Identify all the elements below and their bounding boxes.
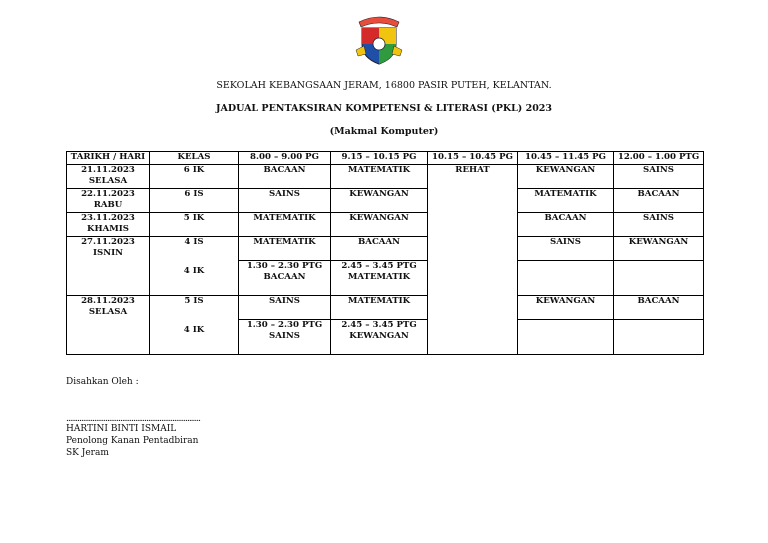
day: SELASA — [88, 176, 128, 186]
subject-cell: KEWANGAN — [518, 164, 614, 188]
day: RABU — [93, 200, 123, 210]
column-header: TARIKH / HARI — [67, 152, 150, 165]
table-row — [67, 212, 704, 236]
approval-label: Disahkan Oleh : — [66, 377, 139, 387]
date-cell — [67, 212, 150, 236]
column-header: 10.45 – 11.45 PG — [518, 152, 614, 165]
subject-cell: KEWANGAN — [614, 236, 704, 260]
subject-cell: KEWANGAN — [331, 212, 428, 236]
signatory-school: SK Jeram — [66, 448, 109, 458]
session-time: 1.30 – 2.30 PTG — [246, 260, 323, 271]
subject-cell: MATEMATIK — [239, 212, 331, 236]
subject-cell: SAINS — [239, 188, 331, 212]
date: 22.11.2023 — [81, 188, 135, 199]
signatory-position: Penolong Kanan Pentadbiran — [66, 436, 199, 446]
column-header: 12.00 – 1.00 PTG — [614, 152, 704, 165]
empty-cell — [518, 260, 614, 295]
date: 21.11.2023 — [81, 164, 135, 175]
class-label: 4 IK — [183, 266, 205, 276]
empty-cell — [614, 260, 704, 295]
schedule-table — [66, 151, 704, 355]
subject-cell: SAINS — [614, 212, 704, 236]
column-header: KELAS — [150, 152, 239, 165]
subject-cell: BACAAN — [518, 212, 614, 236]
extra-session-cell — [239, 260, 331, 295]
class-cell — [150, 295, 239, 354]
table-row — [67, 295, 704, 319]
subject-cell: MATEMATIK — [239, 236, 331, 260]
class-label: 4 IS — [184, 236, 204, 247]
session-time: 2.45 – 3.45 PTG — [341, 260, 417, 271]
extra-session-cell — [331, 319, 428, 354]
extra-session-cell — [239, 319, 331, 354]
subject-cell: MATEMATIK — [518, 188, 614, 212]
signatory-name: HARTINI BINTI ISMAIL — [66, 424, 177, 434]
table-row — [67, 188, 704, 212]
document-subtitle: (Makmal Komputer) — [329, 126, 439, 137]
date: 28.11.2023 — [81, 295, 135, 306]
table-row — [67, 236, 704, 260]
session-subject: KEWANGAN — [349, 331, 409, 341]
school-address: SEKOLAH KEBANGSAAN JERAM, 16800 PASIR PUTEH, KELANTAN. — [216, 80, 552, 91]
subject-cell: KEWANGAN — [518, 295, 614, 319]
day: SELASA — [88, 307, 128, 317]
school-crest-logo — [354, 14, 404, 66]
subject-cell: SAINS — [518, 236, 614, 260]
subject-cell: SAINS — [614, 164, 704, 188]
table-header-row — [67, 152, 704, 165]
session-subject: SAINS — [269, 331, 300, 341]
subject-cell: BACAAN — [614, 295, 704, 319]
subject-cell: BACAAN — [239, 164, 331, 188]
class-label: 5 IS — [184, 295, 204, 306]
subject-cell: SAINS — [239, 295, 331, 319]
empty-cell — [518, 319, 614, 354]
class-cell — [150, 236, 239, 295]
column-header: 9.15 – 10.15 PG — [331, 152, 428, 165]
subject-cell: KEWANGAN — [331, 188, 428, 212]
date-cell — [67, 295, 150, 354]
date: 23.11.2023 — [81, 212, 135, 223]
day: KHAMIS — [87, 224, 129, 234]
document-title: JADUAL PENTAKSIRAN KOMPETENSI & LITERASI (PKL) 2023 — [215, 103, 553, 114]
subject-cell: MATEMATIK — [331, 295, 428, 319]
subject-cell: BACAAN — [331, 236, 428, 260]
signature-line: ........................................................................ — [66, 414, 200, 424]
class-label: 4 IK — [183, 325, 205, 335]
session-time: 2.45 – 3.45 PTG — [341, 319, 417, 330]
day: ISNIN — [93, 248, 123, 258]
class-cell: 5 IK — [150, 212, 239, 236]
table-row — [67, 164, 704, 188]
date: 27.11.2023 — [81, 236, 135, 247]
column-header: 8.00 – 9.00 PG — [239, 152, 331, 165]
session-subject: MATEMATIK — [347, 272, 411, 282]
session-subject: BACAAN — [263, 272, 306, 282]
extra-session-cell — [331, 260, 428, 295]
break-cell: REHAT — [428, 164, 518, 354]
date-cell — [67, 188, 150, 212]
subject-cell: MATEMATIK — [331, 164, 428, 188]
empty-cell — [614, 319, 704, 354]
date-cell — [67, 236, 150, 295]
column-header: 10.15 – 10.45 PG — [428, 152, 518, 165]
date-cell — [67, 164, 150, 188]
session-time: 1.30 – 2.30 PTG — [246, 319, 323, 330]
class-cell: 6 IK — [150, 164, 239, 188]
subject-cell: BACAAN — [614, 188, 704, 212]
class-cell: 6 IS — [150, 188, 239, 212]
